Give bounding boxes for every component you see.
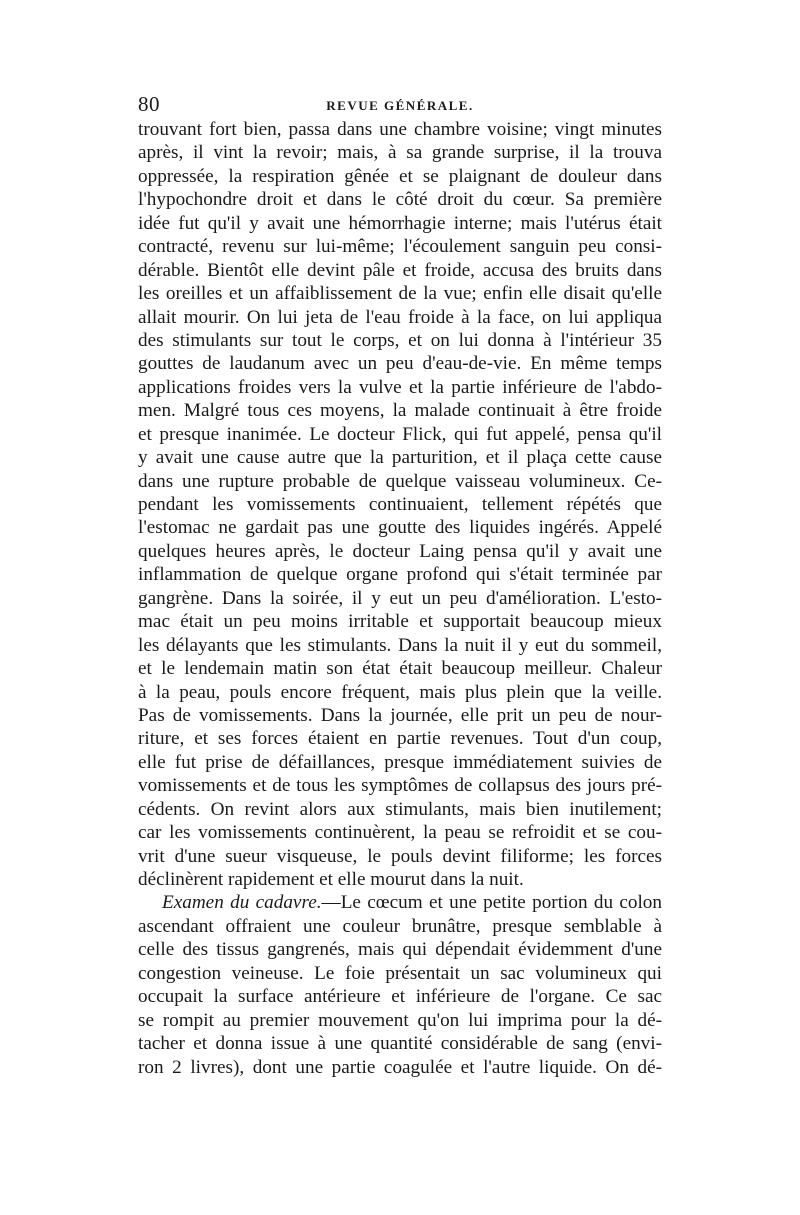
text-line: occupait la surface antérieure et inférieure de l'organe. Ce sac: [138, 986, 662, 1008]
text-line: dérable. Bientôt elle devint pâle et froide, accusa des bruits dans: [138, 259, 662, 281]
text-line: tacher et donna issue à une quantité considérable de sang (envi-: [138, 1033, 662, 1055]
text-line: y avait une cause autre que la parturition, et il plaça cette cause: [138, 447, 662, 469]
running-title: REVUE GÉNÉRALE.: [326, 98, 474, 113]
text-line: ron 2 livres), dont une partie coagulée et l'autre liquide. On dé-: [138, 1056, 662, 1078]
text-line: après, il vint la revoir; mais, à sa grande surprise, il la trouva: [138, 142, 662, 164]
running-head: [138, 92, 662, 118]
text-line: oppressée, la respiration gênée et se plaignant de douleur dans: [138, 165, 662, 187]
text-line: vomissements et de tous les symptômes de collapsus des jours pré-: [138, 775, 662, 797]
text-line: idée fut qu'il y avait une hémorrhagie interne; mais l'utérus était: [138, 212, 662, 234]
text-line: congestion veineuse. Le foie présentait un sac volumineux qui: [138, 962, 662, 984]
text-line: men. Malgré tous ces moyens, la malade continuait à être froide: [138, 400, 662, 422]
text-line: dans une rupture probable de quelque vaisseau volumineux. Ce-: [138, 470, 662, 492]
text-line: à la peau, pouls encore fréquent, mais plus plein que la veille.: [138, 681, 662, 703]
book-page: [138, 92, 662, 1079]
text-line: celle des tissus gangrenés, mais qui dépendait évidemment d'une: [138, 939, 662, 961]
text-line: gangrène. Dans la soirée, il y eut un peu d'amélioration. L'esto-: [138, 587, 662, 609]
text-line: cédents. On revint alors aux stimulants, mais bien inutilement;: [138, 798, 662, 820]
text-line: contracté, revenu sur lui-même; l'écoulement sanguin peu consi-: [138, 236, 662, 258]
text-line: et le lendemain matin son état était beaucoup meilleur. Chaleur: [138, 658, 662, 680]
text-line: des stimulants sur tout le corps, et on lui donna à l'intérieur 35: [138, 329, 662, 351]
text-line: gouttes de laudanum avec un peu d'eau-de-vie. En même temps: [138, 353, 662, 375]
text-line: allait mourir. On lui jeta de l'eau froide à la face, on lui appliqua: [138, 306, 662, 328]
text-line: elle fut prise de défaillances, presque immédiatement suivies de: [138, 751, 662, 773]
paragraph-observation: [138, 118, 662, 891]
page-number: 80: [138, 92, 160, 116]
text-line: ascendant offraient une couleur brunâtre, presque semblable à: [138, 915, 662, 937]
text-line: mac était un peu moins irritable et supportait beaucoup mieux: [138, 611, 662, 633]
text-line: quelques heures après, le docteur Laing pensa qu'il y avait une: [138, 540, 662, 562]
body-text: [138, 118, 662, 1079]
section-heading: Examen du cadavre.: [162, 892, 322, 914]
text-line: se rompit au premier mouvement qu'on lui imprima pour la dé-: [138, 1009, 662, 1031]
text-line: les oreilles et un affaiblissement de la vue; enfin elle disait qu'elle: [138, 283, 662, 305]
text-line: les délayants que les stimulants. Dans la nuit il y eut du sommeil,: [138, 634, 662, 656]
heading-line-rest: —Le cœcum et une petite portion du colon: [321, 892, 662, 914]
text-line: [138, 891, 662, 914]
text-line: trouvant fort bien, passa dans une chambre voisine; vingt minutes: [138, 119, 662, 140]
text-line: déclinèrent rapidement et elle mourut dans la nuit.: [138, 869, 524, 890]
text-line: applications froides vers la vulve et la partie inférieure de l'abdo-: [138, 376, 662, 398]
text-line: Pas de vomissements. Dans la journée, elle prit un peu de nour-: [138, 704, 662, 726]
paragraph-autopsy: [138, 891, 662, 1079]
text-line: l'hypochondre droit et dans le côté droit du cœur. Sa première: [138, 189, 662, 211]
text-line: riture, et ses forces étaient en partie revenues. Tout d'un coup,: [138, 728, 662, 750]
text-line: et presque inanimée. Le docteur Flick, qui fut appelé, pensa qu'il: [138, 423, 662, 445]
text-line: vrit d'une sueur visqueuse, le pouls devint filiforme; les forces: [138, 845, 662, 867]
text-line: pendant les vomissements continuaient, tellement répétés que: [138, 494, 662, 515]
text-line: inflammation de quelque organe profond qui s'était terminée par: [138, 564, 662, 586]
text-line: l'estomac ne gardait pas une goutte des liquides ingérés. Appelé: [138, 517, 662, 539]
text-line: car les vomissements continuèrent, la peau se refroidit et se cou-: [138, 822, 662, 844]
